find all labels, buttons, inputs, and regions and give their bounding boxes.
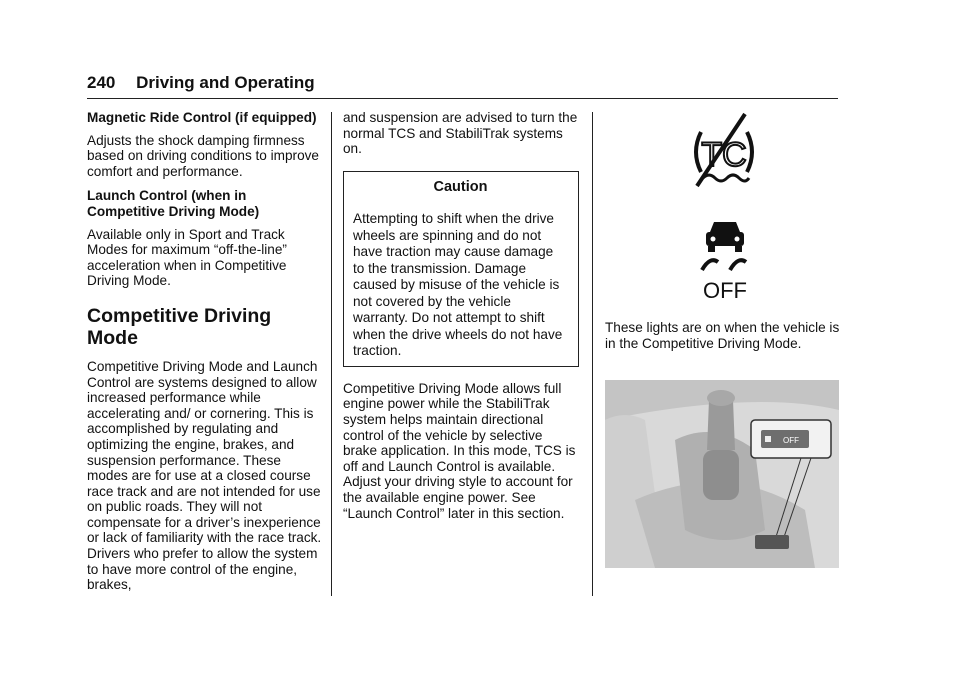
paragraph: Competitive Driving Mode allows full engine power while the StabiliTrak system helps maintain directional control of the vehicle by selective brake application. In this mode, TCS is off and Launch Control is available. Adjust your driving style to account for the available engine power. See “Launch Control” later in this section.: [343, 380, 576, 521]
paragraph: Adjusts the shock damping firmness based on driving conditions to improve comfort and performance.: [87, 132, 319, 179]
caution-title: Caution: [433, 178, 488, 195]
stabilitrak-off-icon: [698, 218, 752, 302]
tc-icon-label: TC: [701, 136, 747, 174]
page-number: 240: [87, 73, 116, 92]
switch-label: OFF: [783, 436, 799, 445]
column-divider: [592, 112, 593, 596]
indicator-icons: [605, 110, 841, 320]
subheading-launch-control: Launch Control (when in Competitive Driving Mode): [87, 188, 260, 219]
page-header: [87, 72, 838, 99]
column-divider: [331, 112, 332, 596]
paragraph: These lights are on when the vehicle is in the Competitive Driving Mode.: [605, 320, 840, 351]
column-3: [605, 110, 841, 360]
column-2: [343, 110, 579, 530]
section-heading: Competitive Driving Mode: [87, 304, 272, 349]
section-title: Driving and Operating: [136, 73, 315, 92]
subheading-magnetic-ride: Magnetic Ride Control (if equipped): [87, 110, 317, 125]
paragraph: and suspension are advised to turn the normal TCS and StabiliTrak systems on.: [343, 110, 578, 157]
paragraph: Available only in Sport and Track Modes for maximum “off-the-line” acceleration when in Competitive Driving Mode.: [87, 226, 287, 289]
console-switch-illustration: [605, 380, 839, 568]
traction-control-off-icon: [689, 110, 759, 190]
caution-body: Attempting to shift when the drive wheels are spinning and do not have traction may cause damage to the transmission. Damage caused by misuse of the vehicle is not covered by the vehicle warranty. Do not attempt to shift when the drive wheels do not have traction.: [353, 211, 563, 359]
paragraph: Competitive Driving Mode and Launch Control are systems designed to allow increased performance while accelerating and/ or cornering. This is accomplished by regulating and optimizing the engine, brakes, and suspension performance. These modes are for use at a closed course race track and are not intended for use on public roads. They will not compensate for a driver’s inexperience or lack of familiarity with the race track. Drivers who prefer to allow the system to have more control of the engine, brakes,: [87, 358, 322, 593]
column-1: [87, 110, 323, 602]
off-icon-label: OFF: [703, 278, 747, 302]
caution-box: [343, 171, 579, 367]
